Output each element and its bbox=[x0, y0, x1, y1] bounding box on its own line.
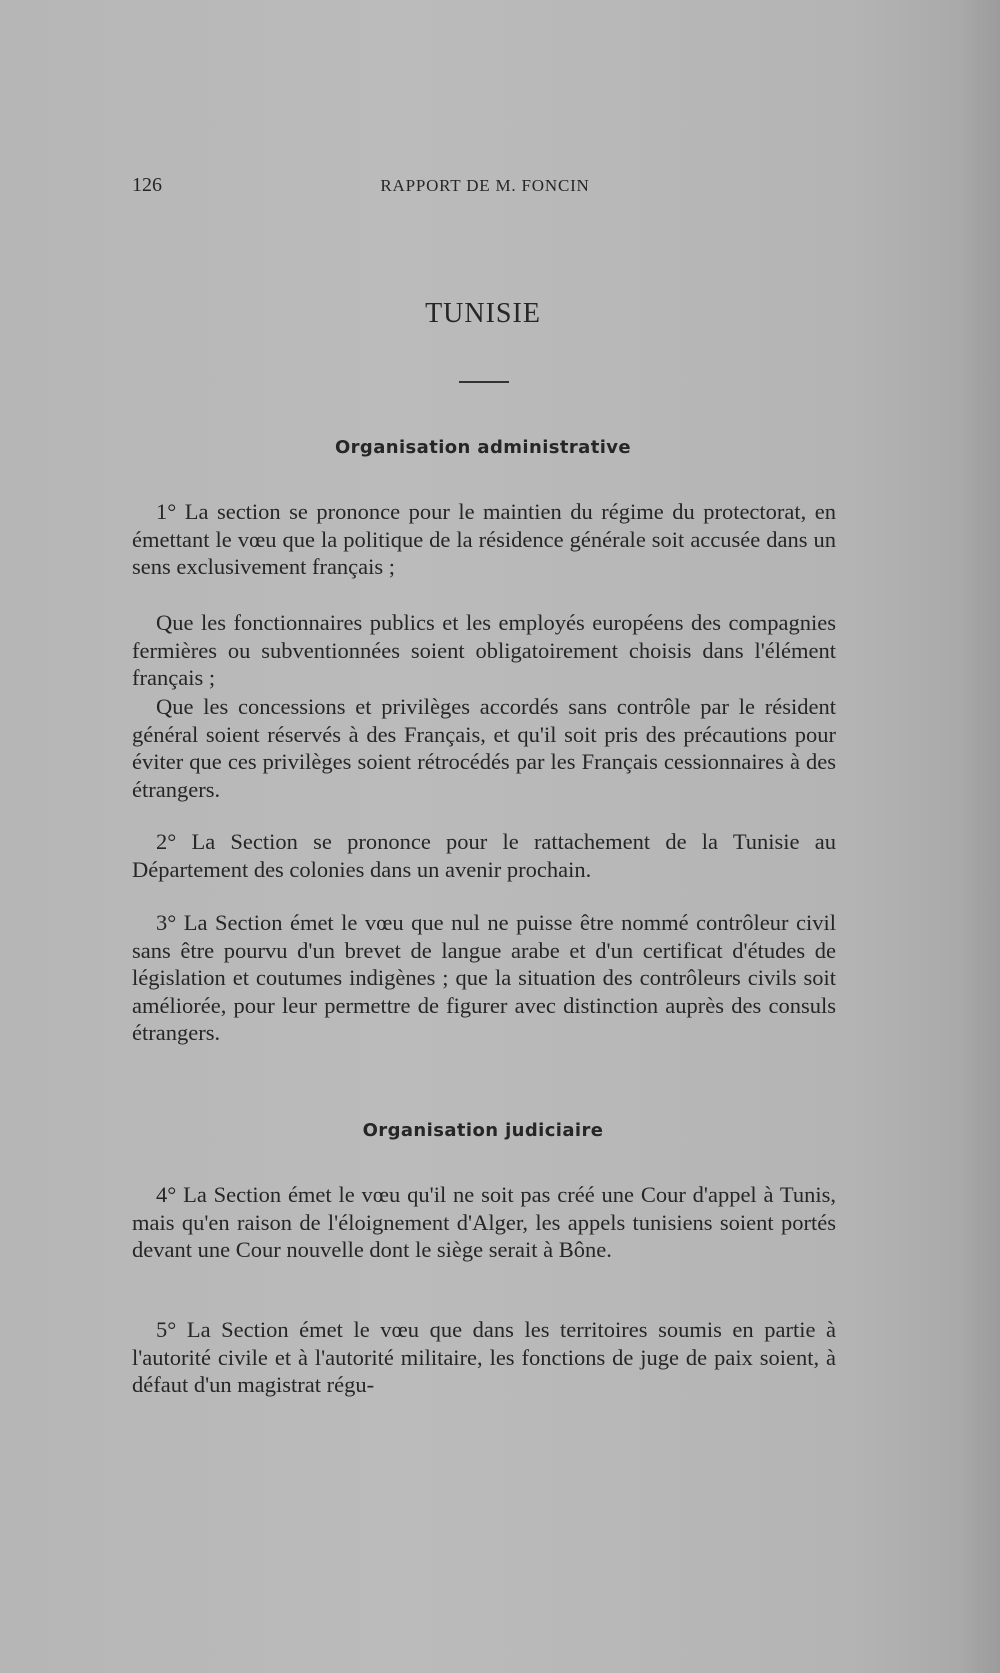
paragraph-1: 1° La section se prononce pour le maintien du régime du protectorat, en émettant le vœu que la politique de la résidence générale soit accusée dans un sens exclusivement français ; bbox=[132, 499, 836, 580]
page-gutter-shadow bbox=[960, 0, 1000, 1673]
section-heading-administrative: Organisation administrative bbox=[334, 437, 632, 458]
section-heading-judicial: Organisation judiciaire bbox=[362, 1120, 604, 1141]
paragraph-5: 3° La Section émet le vœu que nul ne puisse être nommé contrôleur civil sans être pourvu d'un brevet de langue arabe et d'un certificat d'études de législation et coutumes indigènes ; que la situation des contrôleurs civils soit améliorée, pour leur permettre de figurer avec distinction auprès des consuls étrangers. bbox=[132, 910, 836, 1046]
title-divider bbox=[459, 381, 509, 383]
paragraph-2: Que les fonctionnaires publics et les employés européens des compagnies fermières ou subventionnées soient obligatoirement choisis dans l'élément français ; bbox=[132, 610, 836, 691]
chapter-title: TUNISIE bbox=[425, 298, 541, 329]
paragraph-6: 4° La Section émet le vœu qu'il ne soit pas créé une Cour d'appel à Tunis, mais qu'en raison de l'éloignement d'Alger, les appels tunisiens soient portés devant une Cour nouvelle dont le siège serait à Bône. bbox=[132, 1182, 836, 1263]
page-number: 126 bbox=[132, 174, 162, 196]
page-header bbox=[132, 174, 838, 198]
paragraph-7: 5° La Section émet le vœu que dans les territoires soumis en partie à l'autorité civile et à l'autorité militaire, les fonctions de juge de paix soient, à défaut d'un magistrat régu- bbox=[132, 1317, 836, 1398]
running-head: RAPPORT DE M. FONCIN bbox=[380, 176, 590, 195]
paragraph-4: 2° La Section se prononce pour le rattachement de la Tunisie au Département des colonies dans un avenir prochain. bbox=[132, 829, 836, 882]
paragraph-3: Que les concessions et privilèges accordés sans contrôle par le résident général soient réservés à des Français, et qu'il soit pris des précautions pour éviter que ces privilèges soient rétrocédés par les Français cessionnaires à des étrangers. bbox=[132, 694, 836, 802]
